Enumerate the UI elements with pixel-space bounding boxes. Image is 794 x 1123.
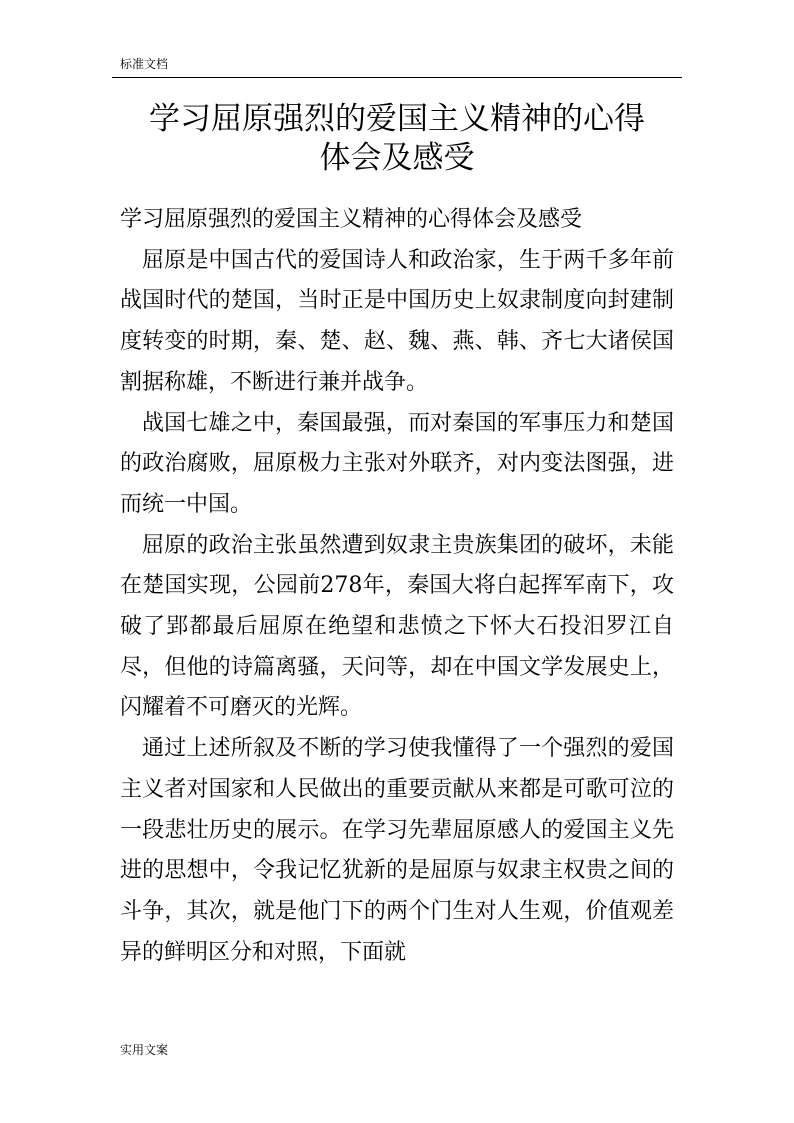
header-label: 标准文档 — [120, 57, 169, 71]
document-subtitle: 学习屈原强烈的爱国主义精神的心得体会及感受 — [120, 207, 583, 232]
paragraph-4: 通过上述所叙及不断的学习使我懂得了一个强烈的爱国主义者对国家和人民做出的重要贡献从来都是可歌可泣的一段悲壮历史的展示。在学习先辈屈原感人的爱国主义先进的思想中，令我记忆犹新的是屈原与奴隶主权贵之间的斗争，其次，就是他门下的两个门生对人生观，价值观差异的鲜明区分和对照，下面就 — [120, 736, 674, 965]
document-title — [120, 100, 674, 178]
footer-label: 实用文案 — [120, 1043, 169, 1057]
document-body — [120, 200, 674, 973]
paragraph-2: 战国七雄之中，秦国最强，而对秦国的军事压力和楚国的政治腐败，屈原极力主张对外联齐，对内变法图强，进而统一中国。 — [120, 410, 674, 517]
paragraph-3: 屈原的政治主张虽然遭到奴隶主贵族集团的破坏，未能在楚国实现，公园前278年，秦国大将白起挥军南下，攻破了郢都最后屈原在绝望和悲愤之下怀大石投汨罗江自尽，但他的诗篇离骚，天问等，却在中国文学发展史上，闪耀着不可磨灭的光辉。 — [120, 532, 674, 721]
paragraph-1: 屈原是中国古代的爱国诗人和政治家，生于两千多年前战国时代的楚国，当时正是中国历史上奴隶制度向封建制度转变的时期，秦、楚、赵、魏、燕、韩、齐七大诸侯国割据称雄，不断进行兼并战争。 — [120, 247, 674, 395]
header-divider — [112, 77, 682, 78]
title-line-2: 体会及感受 — [319, 140, 475, 176]
title-line-1: 学习屈原强烈的爱国主义精神的心得 — [149, 101, 645, 137]
